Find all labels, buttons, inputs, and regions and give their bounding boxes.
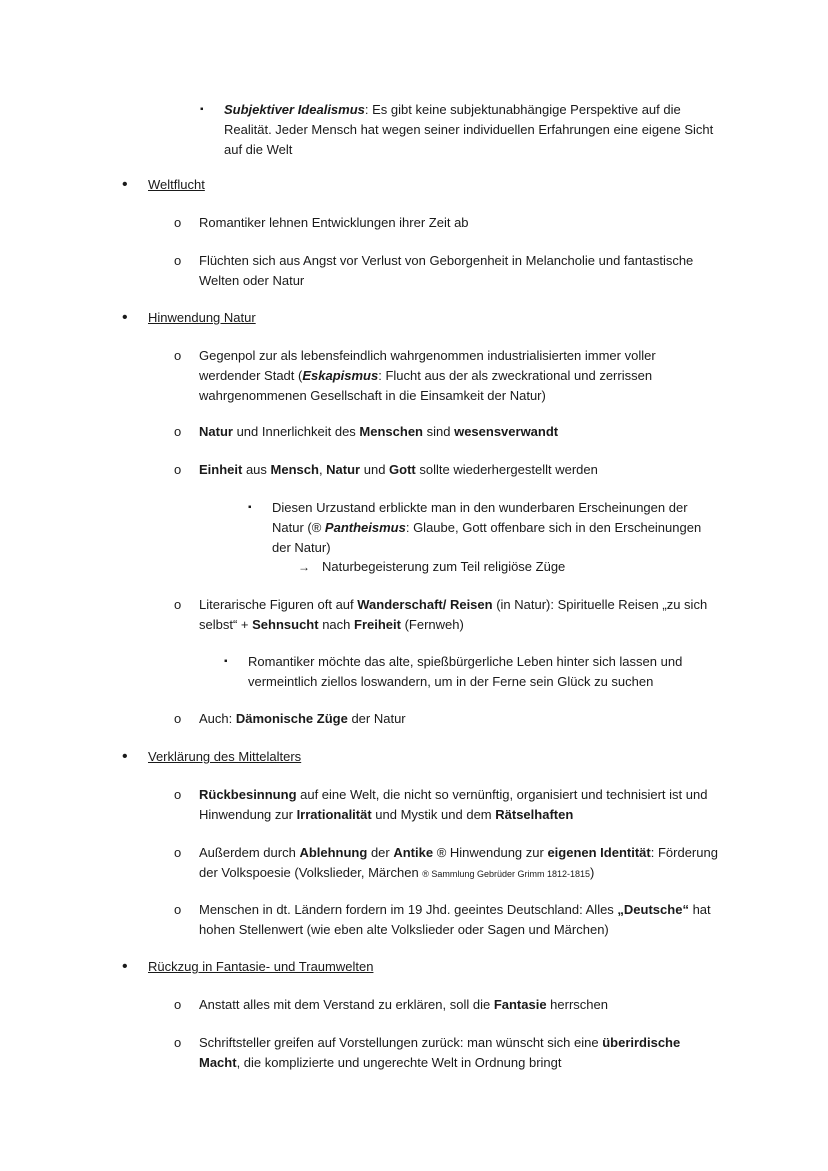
- circle-bullet-icon: o: [174, 711, 182, 726]
- bullet-icon: •: [122, 748, 128, 765]
- list-item-text: Flüchten sich aus Angst vor Verlust von Geborgenheit in Melancholie und fantastische Welten oder Natur: [199, 253, 694, 288]
- circle-bullet-icon: o: [174, 462, 182, 477]
- list-item: [174, 843, 720, 884]
- list-item-text: Literarische Figuren oft auf Wanderschaft/ Reisen (in Natur): Spirituelle Reisen „zu sich selbst“ + Sehnsucht nach Freiheit (Fernweh): [199, 597, 708, 632]
- bullet-icon: •: [122, 176, 128, 193]
- bullet-icon: •: [122, 309, 128, 326]
- list-item: [174, 213, 720, 233]
- section-heading-text: Verklärung des Mittelalters: [148, 749, 302, 764]
- list-item: [174, 900, 720, 940]
- section-heading-text: Weltflucht: [148, 177, 205, 192]
- list-item: [248, 498, 722, 558]
- list-item-text: Einheit aus Mensch, Natur und Gott sollte wiederhergestellt werden: [199, 462, 598, 477]
- circle-bullet-icon: o: [174, 787, 182, 802]
- list-item: [174, 995, 720, 1015]
- list-item: [174, 785, 720, 825]
- section-heading-text: Hinwendung Natur: [148, 310, 256, 325]
- list-item: [174, 1033, 720, 1073]
- circle-bullet-icon: o: [174, 1035, 182, 1050]
- section-heading: [122, 747, 722, 767]
- list-item-text: Romantiker lehnen Entwicklungen ihrer Zeit ab: [199, 215, 469, 230]
- list-item: [174, 422, 720, 442]
- section-heading: [122, 308, 722, 328]
- list-item: [224, 652, 720, 692]
- circle-bullet-icon: o: [174, 424, 182, 439]
- list-item: [298, 557, 718, 577]
- list-item-text: Außerdem durch Ablehnung der Antike ® Hinwendung zur eigenen Identität: Förderung der Volkspoesie (Volkslieder, Märchen ® Sammlung Gebrüder Grimm 1812-1815): [199, 845, 718, 880]
- list-item-text: Romantiker möchte das alte, spießbürgerliche Leben hinter sich lassen und vermeintlich ziellos loswandern, um in der Ferne sein Glück zu suchen: [248, 654, 683, 689]
- list-item-text: Auch: Dämonische Züge der Natur: [199, 711, 406, 726]
- bullet-icon: •: [122, 958, 128, 975]
- circle-bullet-icon: o: [174, 253, 182, 268]
- section-heading: [122, 957, 722, 977]
- section-heading-text: Rückzug in Fantasie- und Traumwelten: [148, 959, 374, 974]
- square-bullet-icon: ▪: [200, 104, 204, 115]
- list-item-text: Schriftsteller greifen auf Vorstellungen zurück: man wünscht sich eine überirdische Macht, die komplizierte und ungerechte Welt in Ordnung bringt: [199, 1035, 681, 1070]
- list-item: [174, 346, 720, 406]
- list-item: [200, 100, 720, 160]
- list-item-text: Anstatt alles mit dem Verstand zu erklären, soll die Fantasie herrschen: [199, 997, 608, 1012]
- list-item-text: Subjektiver Idealismus: Es gibt keine subjektunabhängige Perspektive auf die Realität. Jeder Mensch hat wegen seiner individuellen Erfahrungen eine eigene Sicht auf die Welt: [224, 102, 714, 157]
- list-item: [174, 595, 720, 635]
- list-item-text: Rückbesinnung auf eine Welt, die nicht so vernünftig, organisiert und technisiert ist und Hinwendung zur Irrationalität und Mystik und dem Rätselhaften: [199, 787, 708, 822]
- list-item: [174, 709, 720, 729]
- circle-bullet-icon: o: [174, 348, 182, 363]
- arrow-right-icon: →: [298, 560, 310, 574]
- list-item-text: Menschen in dt. Ländern fordern im 19 Jhd. geeintes Deutschland: Alles „Deutsche“ hat hohen Stellenwert (wie eben alte Volkslieder oder Sagen und Märchen): [199, 902, 711, 937]
- list-item-text: Natur und Innerlichkeit des Menschen sind wesensverwandt: [199, 424, 559, 439]
- list-item-text: Gegenpol zur als lebensfeindlich wahrgenommen industrialisierten immer voller werdender Stadt (Eskapismus: Flucht aus der als zweckrational und zerrissen wahrgenommenen Gesellschaft in die Einsamkeit der Natur): [199, 348, 656, 403]
- section-heading: [122, 175, 722, 195]
- circle-bullet-icon: o: [174, 997, 182, 1012]
- list-item-text: Naturbegeisterung zum Teil religiöse Züge: [322, 559, 566, 574]
- list-item: [174, 251, 720, 291]
- list-item-text: Diesen Urzustand erblickte man in den wunderbaren Erscheinungen der Natur (® Pantheismus: Glaube, Gott offenbare sich in den Erscheinungen der Natur): [272, 500, 702, 555]
- circle-bullet-icon: o: [174, 215, 182, 230]
- circle-bullet-icon: o: [174, 845, 182, 860]
- square-bullet-icon: ▪: [224, 656, 228, 667]
- circle-bullet-icon: o: [174, 597, 182, 612]
- list-item: [174, 460, 720, 480]
- square-bullet-icon: ▪: [248, 502, 252, 513]
- circle-bullet-icon: o: [174, 902, 182, 917]
